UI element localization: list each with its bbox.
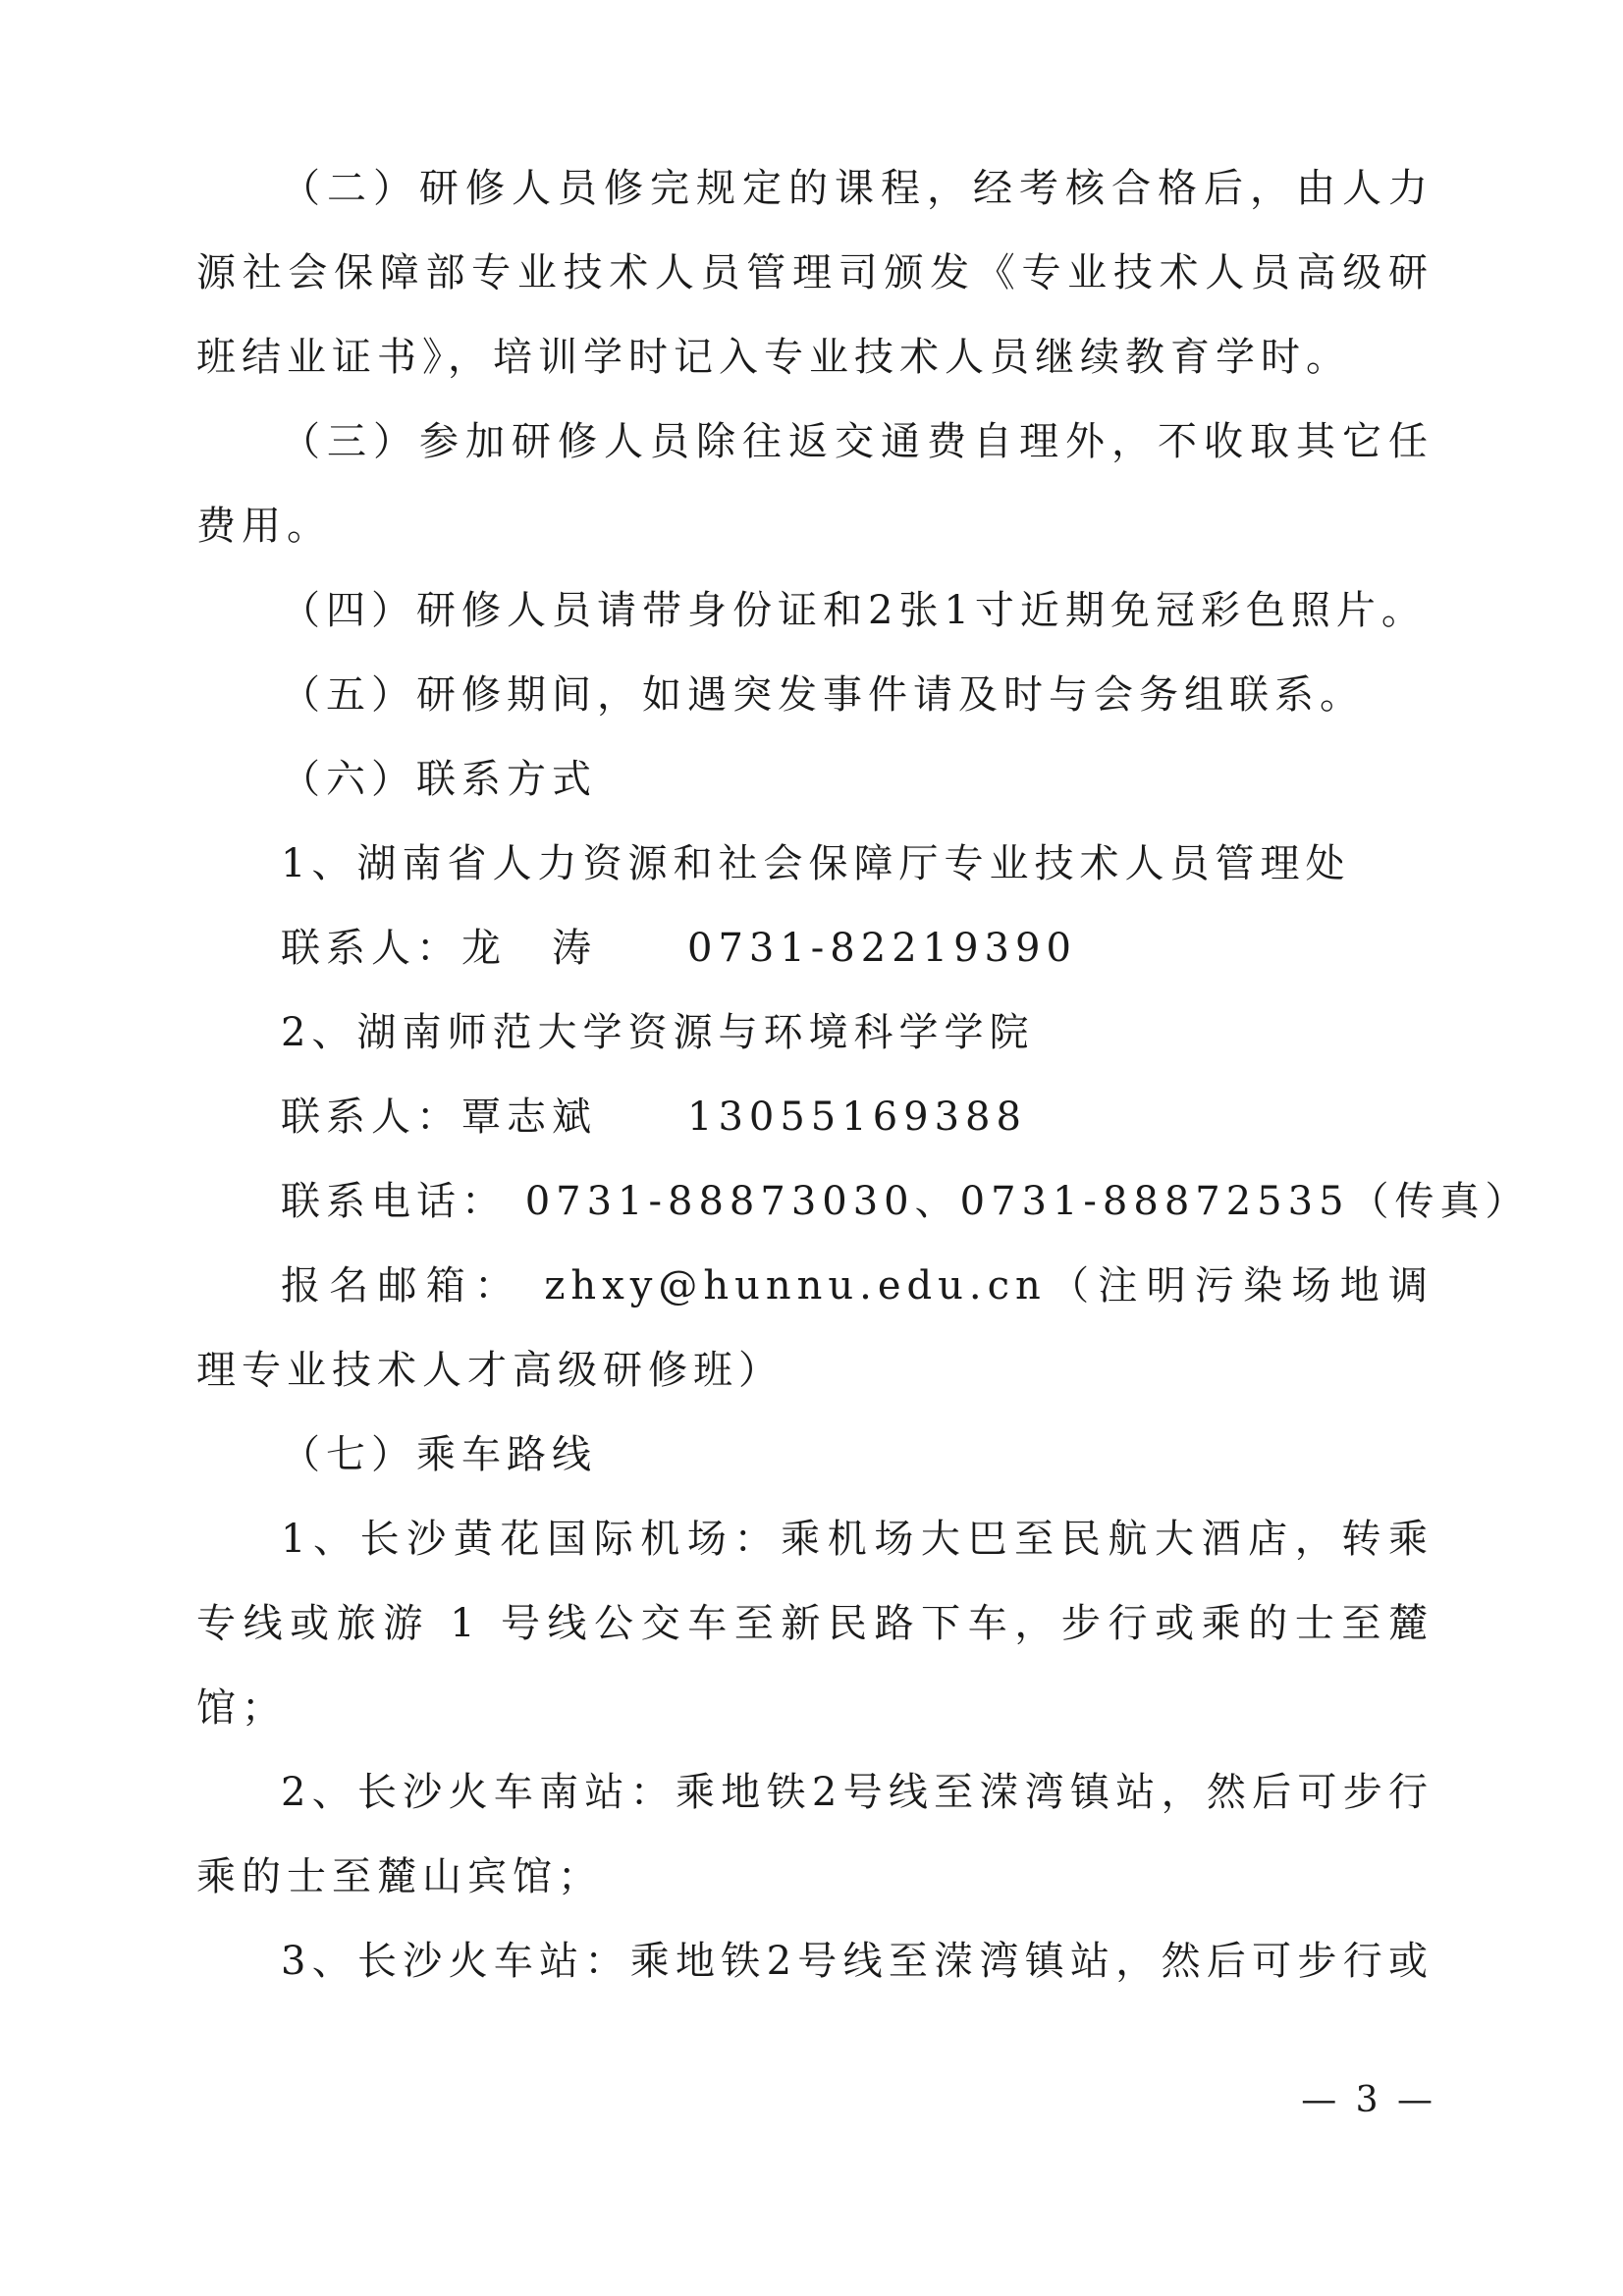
contact-org-1: 1、湖南省人力资源和社会保障厅专业技术人员管理处: [281, 841, 1351, 886]
section-heading-routes: （七）乘车路线: [281, 1432, 597, 1477]
route-1-line-3: 馆；: [196, 1685, 287, 1731]
route-1-line-1: 1、长沙黄花国际机场：乘机场大巴至民航大酒店，转乘: [281, 1517, 1434, 1562]
contact-org-2: 2、湖南师范大学资源与环境科学学院: [281, 1010, 1035, 1055]
paragraph-2-line-1: （二）研修人员修完规定的课程，经考核合格后，由人力: [281, 166, 1434, 211]
paragraph-4: （四）研修人员请带身份证和2张1寸近期免冠彩色照片。: [281, 588, 1427, 633]
section-heading-contact: （六）联系方式: [281, 757, 597, 802]
contact-person-1: 联系人：龙 涛 0731-82219390: [281, 926, 1077, 971]
paragraph-2-line-2: 源社会保障部专业技术人员管理司颁发《专业技术人员高级研: [196, 250, 1434, 295]
route-2-line-1: 2、长沙火车南站：乘地铁2号线至溁湾镇站，然后可步行: [281, 1770, 1434, 1815]
contact-phone: 联系电话： 0731-88873030、0731-88872535（传真）: [281, 1179, 1531, 1224]
route-1-line-2: 专线或旅游 1 号线公交车至新民路下车，步行或乘的士至麓: [196, 1601, 1434, 1646]
page-number: — 3 —: [1301, 2080, 1436, 2120]
paragraph-3-line-1: （三）参加研修人员除往返交通费自理外，不收取其它任: [281, 419, 1434, 464]
route-3-line-1: 3、长沙火车站：乘地铁2号线至溁湾镇站，然后可步行或: [281, 1939, 1434, 1984]
contact-email-line-1: 报名邮箱： zhxy@hunnu.edu.cn（注明污染场地调: [281, 1263, 1434, 1308]
paragraph-3-line-2: 费用。: [196, 504, 332, 549]
paragraph-2-line-3: 班结业证书》，培训学时记入专业技术人员继续教育学时。: [196, 335, 1351, 380]
contact-email-line-2: 理专业技术人才高级研修班）: [196, 1348, 784, 1393]
route-2-line-2: 乘的士至麓山宾馆；: [196, 1854, 603, 1899]
paragraph-5: （五）研修期间，如遇突发事件请及时与会务组联系。: [281, 672, 1365, 718]
contact-person-2: 联系人：覃志斌 13055169388: [281, 1095, 1027, 1140]
